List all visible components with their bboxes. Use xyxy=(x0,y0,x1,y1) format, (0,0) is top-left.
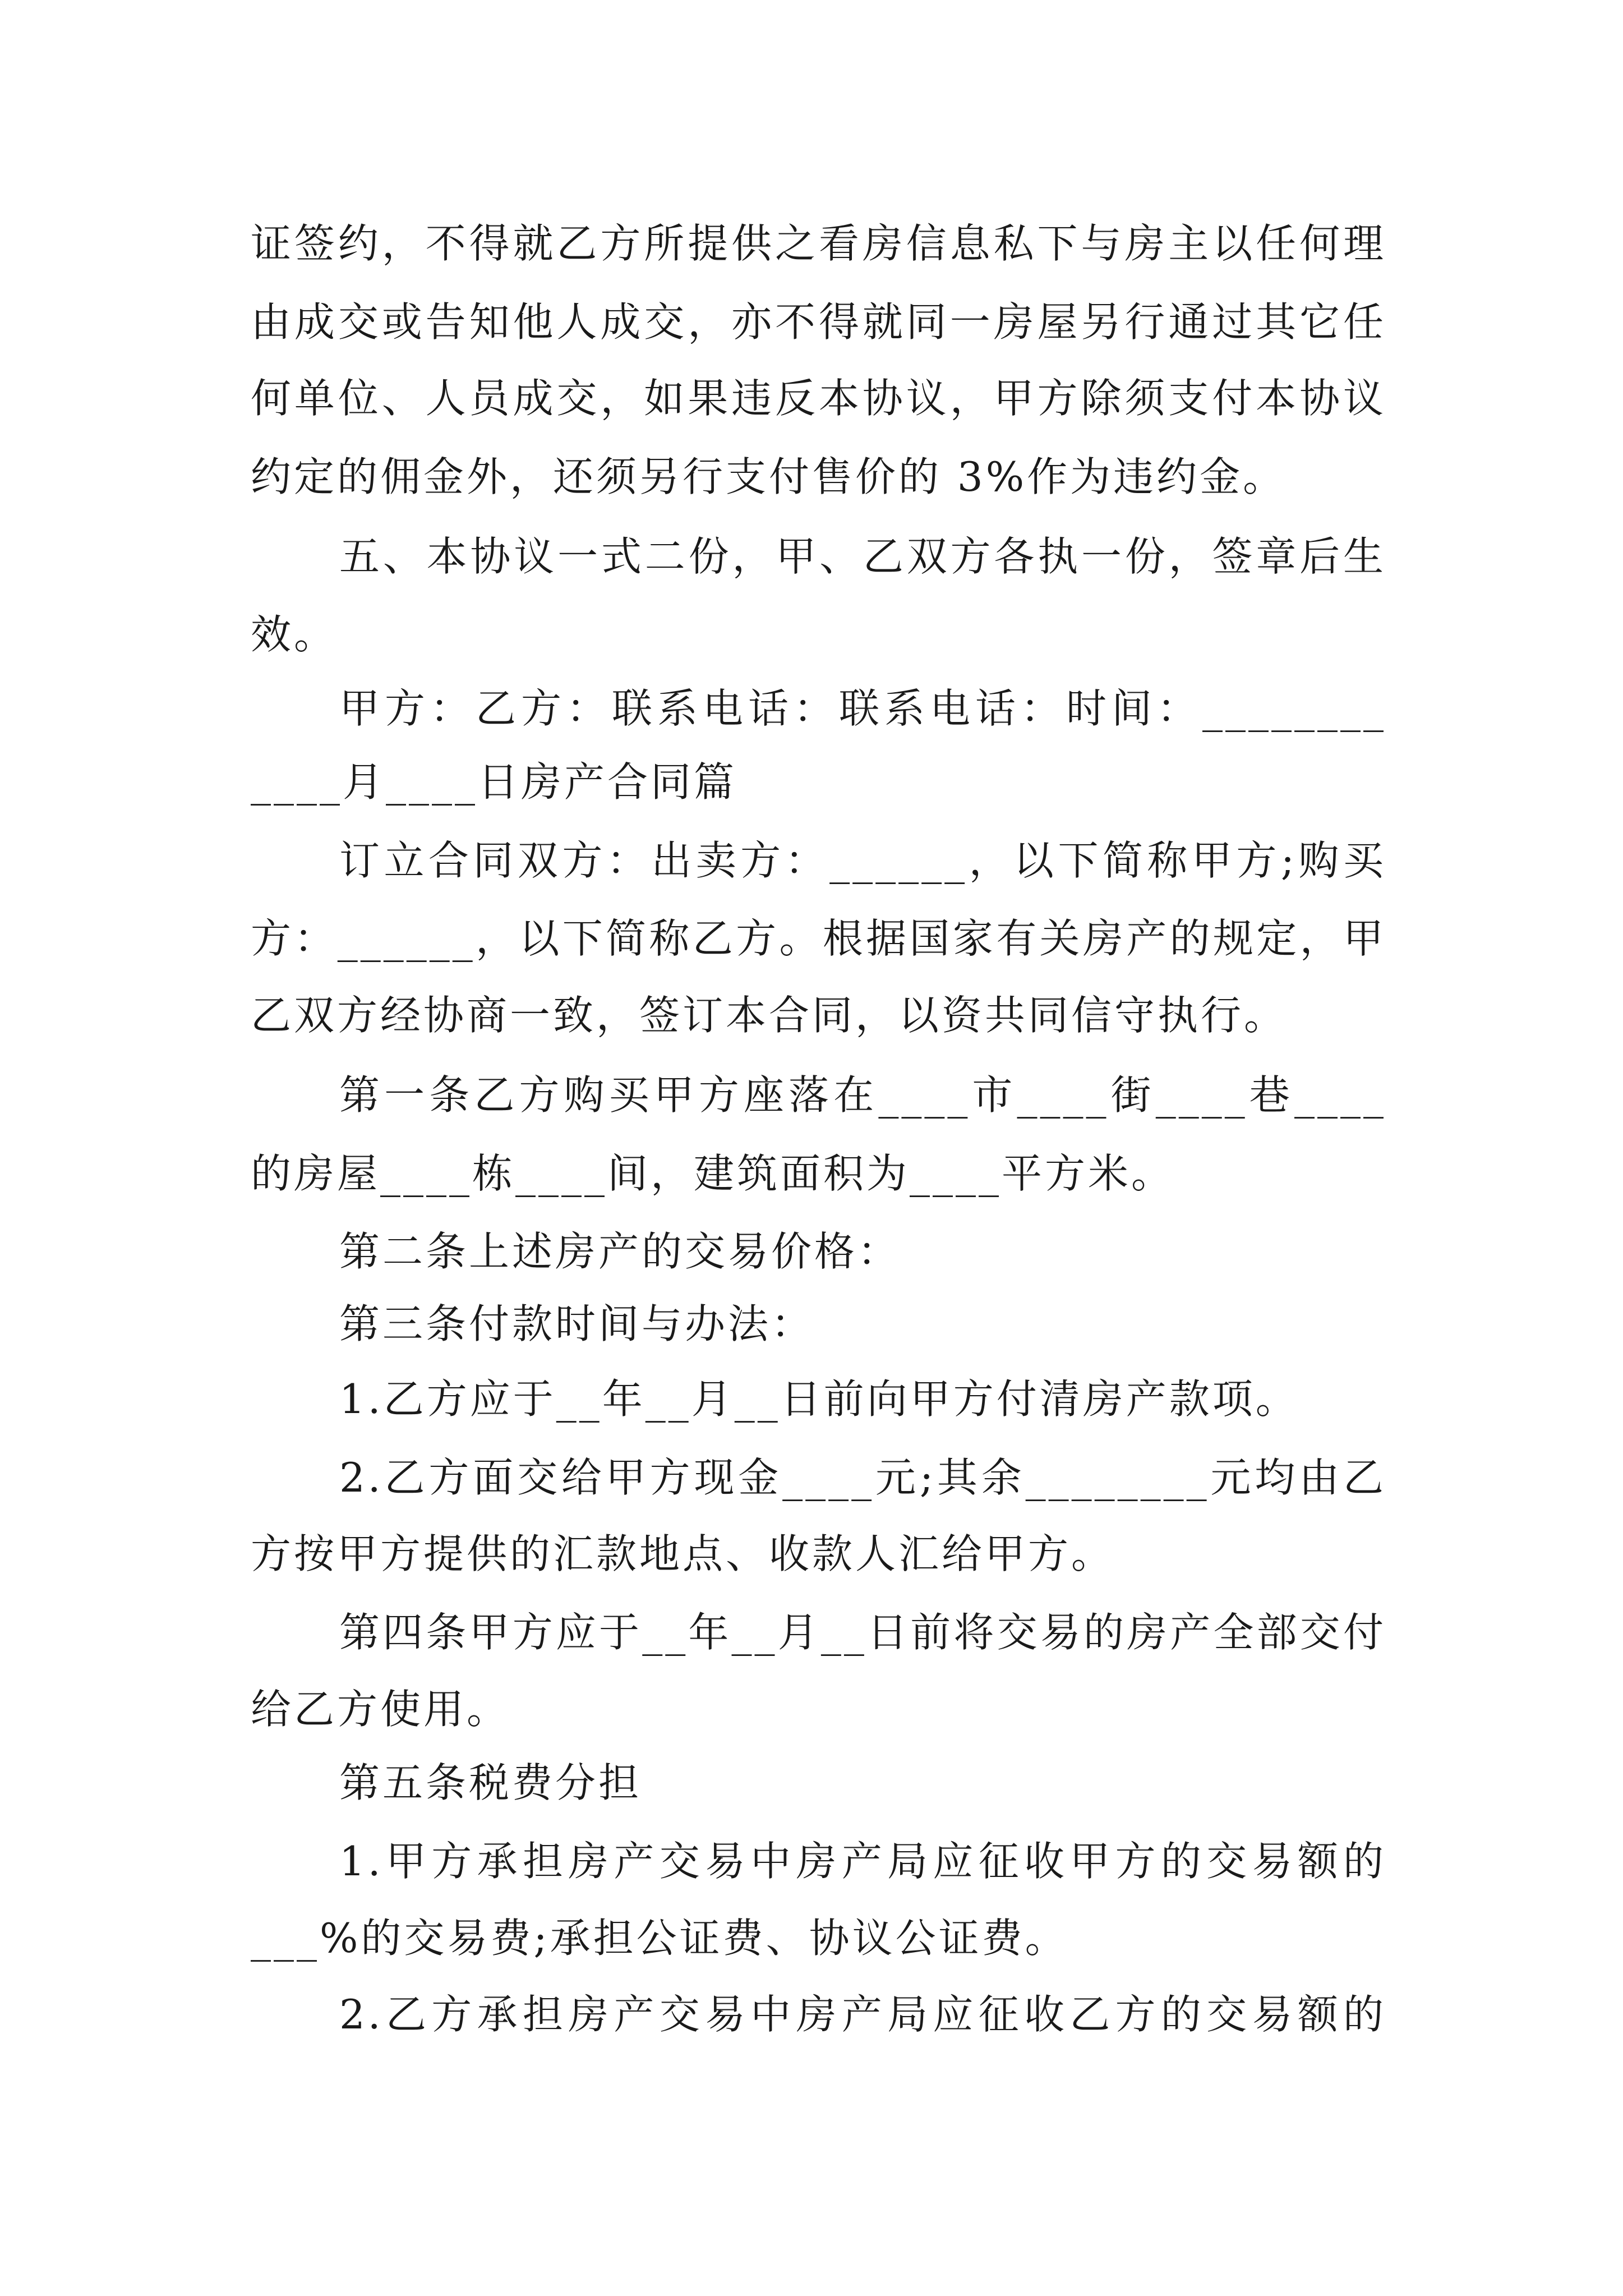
article-1: 第一条乙方购买甲方座落在____市____街____巷____ xyxy=(339,1071,1386,1119)
article-5: 第五条税费分担 xyxy=(339,1759,642,1806)
article-4: 第四条甲方应于__年__月__日前将交易的房产全部交付 xyxy=(339,1609,1386,1656)
text-line: 的房屋____栋____间，建筑面积为____平方米。 xyxy=(251,1150,1175,1197)
text-line: 约定的佣金外，还须另行支付售价的 3%作为违约金。 xyxy=(251,453,1287,500)
clause-5-1: 1.甲方承担房产交易中房产局应征收甲方的交易额的 xyxy=(339,1838,1386,1885)
text-line: 订立合同双方：出卖方：______，以下简称甲方;购买 xyxy=(339,837,1386,884)
clause-3-2: 2.乙方面交给甲方现金____元;其余________元均由乙 xyxy=(339,1454,1386,1501)
text-line: 由成交或告知他人成交，亦不得就同一房屋另行通过其它任 xyxy=(251,298,1386,346)
text-line: 乙双方经协商一致，签订本合同，以资共同信守执行。 xyxy=(251,992,1288,1039)
text-line: ___%的交易费;承担公证费、协议公证费。 xyxy=(251,1915,1068,1962)
signature-line: 甲方：乙方：联系电话：联系电话：时间：________ xyxy=(339,685,1386,732)
text-line: 五、本协议一式二份，甲、乙双方各执一份，签章后生 xyxy=(339,533,1386,580)
text-line: 给乙方使用。 xyxy=(251,1686,510,1733)
text-line: 效。 xyxy=(251,611,338,658)
date-title-line: ____月____日房产合同篇 xyxy=(251,758,737,806)
text-line: 证签约，不得就乙方所提供之看房信息私下与房主以任何理 xyxy=(251,220,1386,267)
text-line: 何单位、人员成交，如果违反本协议，甲方除须支付本协议 xyxy=(251,375,1386,422)
article-3: 第三条付款时间与办法： xyxy=(339,1300,815,1347)
clause-3-1: 1.乙方应于__年__月__日前向甲方付清房产款项。 xyxy=(339,1375,1299,1423)
article-2: 第二条上述房产的交易价格： xyxy=(339,1228,901,1275)
clause-5-2: 2.乙方承担房产交易中房产局应征收乙方的交易额的 xyxy=(339,1991,1386,2038)
text-line: 方：______，以下简称乙方。根据国家有关房产的规定，甲 xyxy=(251,915,1386,962)
text-line: 方按甲方提供的汇款地点、收款人汇给甲方。 xyxy=(251,1530,1115,1577)
